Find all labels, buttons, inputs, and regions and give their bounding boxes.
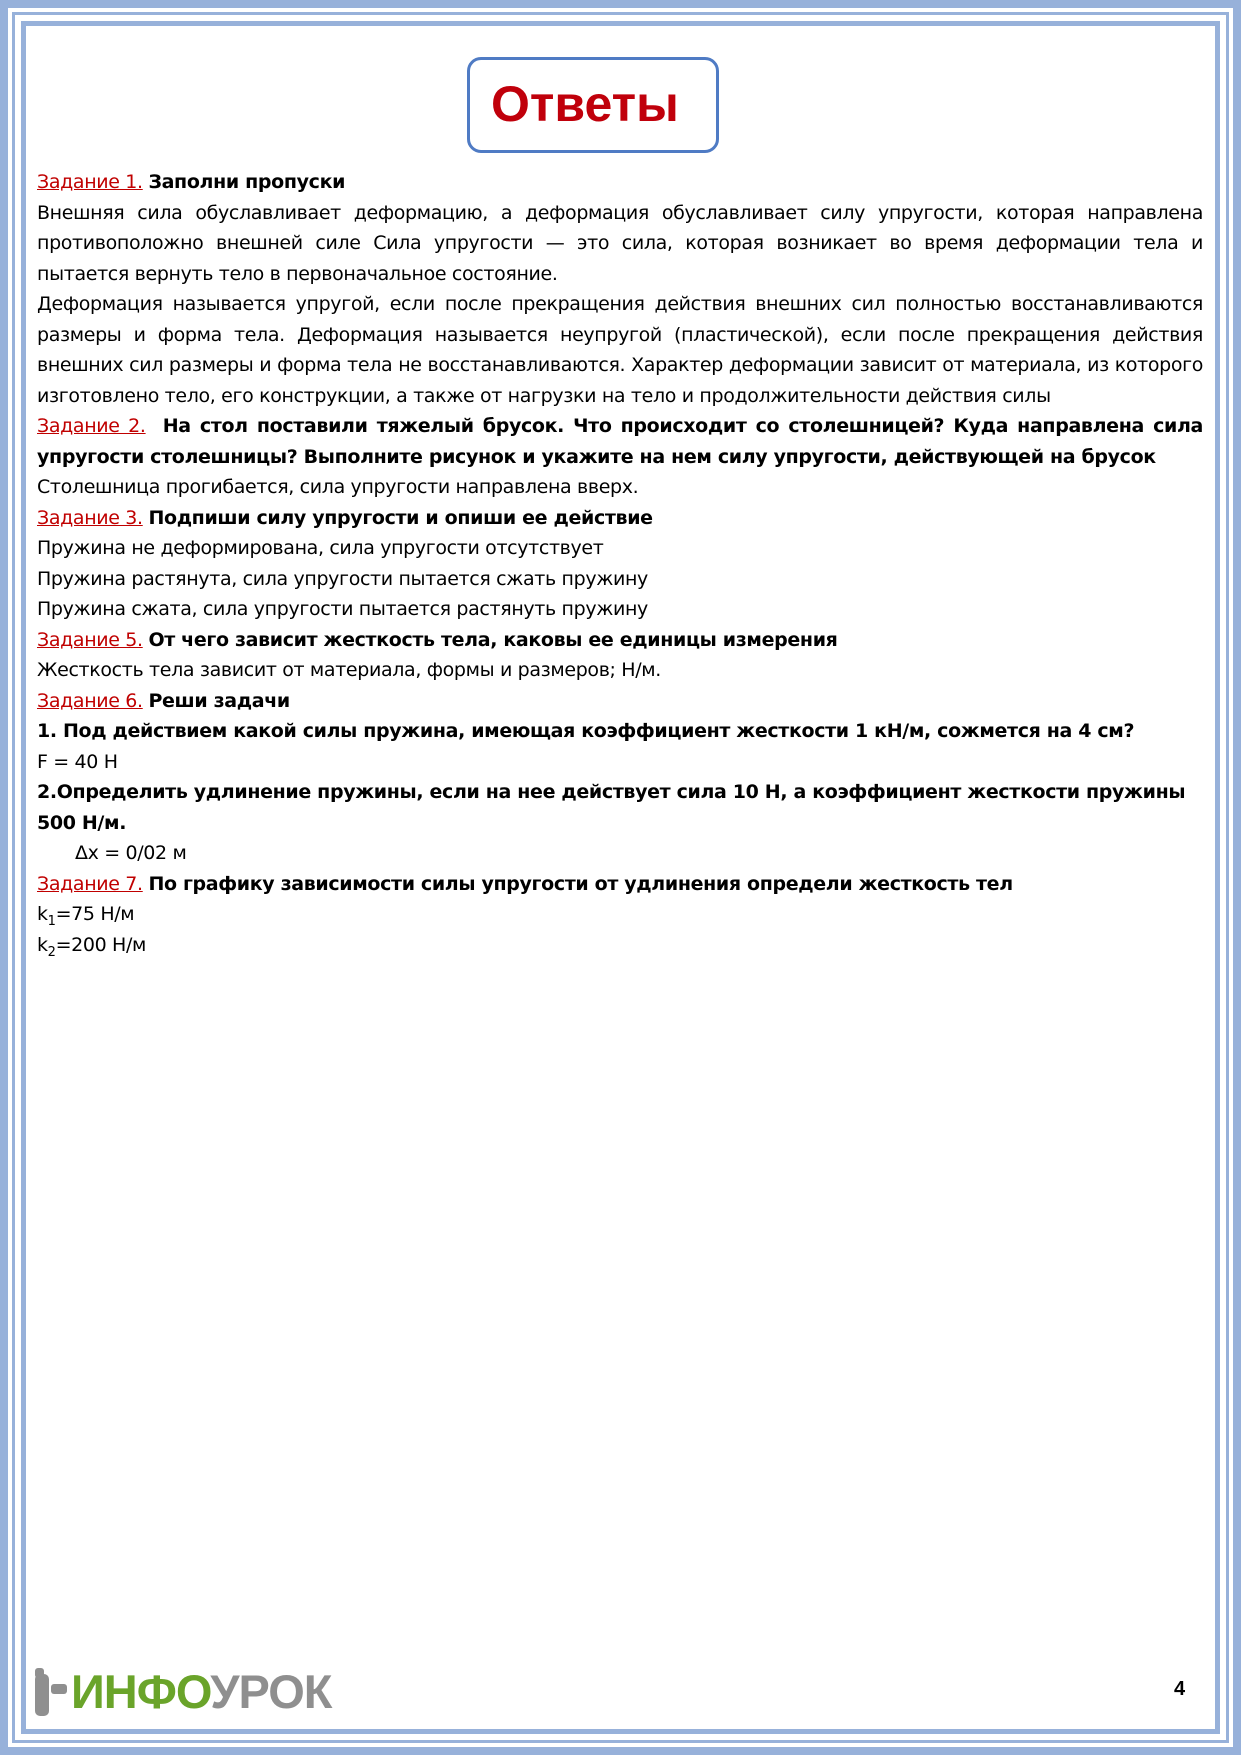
title-box xyxy=(467,57,719,153)
task3-header xyxy=(37,503,1203,534)
task1-header xyxy=(37,167,1203,198)
task2-header xyxy=(37,411,1203,472)
task6-answer-1: F = 40 Н xyxy=(37,750,118,773)
k1-symbol: k xyxy=(37,903,48,925)
logo-wordmark xyxy=(71,1664,331,1720)
task3-answer-1: Пружина не деформирована, сила упругости отсутствует xyxy=(37,537,604,559)
task6-header xyxy=(37,686,1203,717)
task1-heading: Заполни пропуски xyxy=(148,171,346,193)
logo-text-urok: УРОК xyxy=(210,1665,332,1718)
task1-paragraph-1: Внешняя сила обуславливает деформацию, а деформация обуславливает силу упругости, которая направлена противоположно внешней силе Сила упругости — это сила, которая возникает во время деформации тела и пытается вернуть тело в первоначальное состояние. xyxy=(37,201,1203,285)
task7-header xyxy=(37,869,1203,900)
task1-label: Задание 1. xyxy=(37,171,143,193)
task7-answer-k1 xyxy=(37,899,1203,930)
k2-value: =200 Н/м xyxy=(55,933,147,956)
page-title: Ответы xyxy=(491,76,679,132)
task5-heading: От чего зависит жесткость тела, каковы ее единицы измерения xyxy=(148,628,838,651)
task6-problem-1: 1. Под действием какой силы пружина, имеющая коэффициент жесткости 1 кН/м, сожмется на 4 см? xyxy=(37,720,1135,742)
task6-problem-2: 2.Определить удлинение пружины, если на нее действует сила 10 Н, а коэффициент жесткости пружины 500 Н/м. xyxy=(37,781,1186,834)
page-number: 4 xyxy=(1174,1678,1186,1700)
task3-label: Задание 3. xyxy=(37,506,143,529)
task6-heading: Реши задачи xyxy=(148,689,290,712)
task5-header xyxy=(37,625,1203,656)
logo-mark-icon xyxy=(33,1668,69,1718)
task2-label: Задание 2. xyxy=(37,415,146,437)
task2-heading: На стол поставили тяжелый брусок. Что происходит со столешницей? Куда направлена сила упругости столешницы? Выполните рисунок и укажите на нем силу упругости, действующей на брусок xyxy=(37,415,1203,468)
task5-label: Задание 5. xyxy=(37,628,143,651)
task5-answer: Жесткость тела зависит от материала, формы и размеров; Н/м. xyxy=(37,659,661,681)
task3-answer-3: Пружина сжата, сила упругости пытается растянуть пружину xyxy=(37,598,648,620)
task6-answer-2: Δx = 0/02 м xyxy=(75,842,187,864)
task6-label: Задание 6. xyxy=(37,689,143,712)
task2-answer: Столешница прогибается, сила упругости направлена вверх. xyxy=(37,476,639,498)
infourok-logo xyxy=(33,1665,403,1718)
task7-heading: По графику зависимости силы упругости от удлинения определи жесткость тел xyxy=(148,872,1013,895)
k1-subscript: 1 xyxy=(47,913,56,929)
answers-content xyxy=(37,167,1203,960)
task7-answer-k2 xyxy=(37,930,1203,961)
task7-label: Задание 7. xyxy=(37,872,143,895)
task1-paragraph-2: Деформация называется упругой, если после прекращения действия внешних сил полностью восстанавливаются размеры и форма тела. Деформация называется неупругой (пластической), если после прекращения действия внешних сил размеры и форма тела не восстанавливаются. Характер деформации зависит от материала, из которого изготовлено тело, его конструкции, а также от нагрузки на тело и продолжительности действия силы xyxy=(37,293,1203,407)
logo-text-info: ИНФО xyxy=(71,1665,211,1718)
k1-value: =75 Н/м xyxy=(55,903,135,925)
task3-answer-2: Пружина растянута, сила упругости пытается сжать пружину xyxy=(37,567,648,590)
k2-subscript: 2 xyxy=(47,944,56,960)
k2-symbol: k xyxy=(37,933,48,956)
task3-heading: Подпиши силу упругости и опиши ее действие xyxy=(148,506,653,529)
